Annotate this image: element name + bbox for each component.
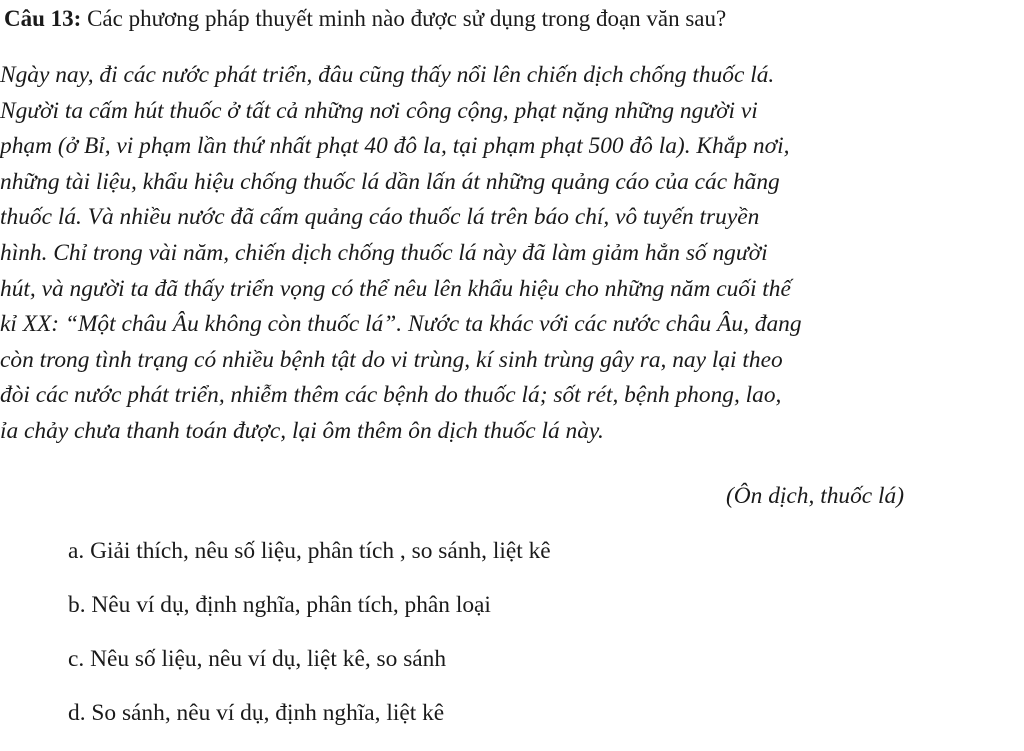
passage-line: hình. Chỉ trong vài năm, chiến dịch chống thuốc lá này đã làm giảm hẳn số người [0, 239, 768, 266]
passage-line: còn trong tình trạng có nhiều bệnh tật do vi trùng, kí sinh trùng gây ra, nay lại theo [0, 346, 783, 373]
passage-line: thuốc lá. Và nhiều nước đã cấm quảng cáo thuốc lá trên báo chí, vô tuyến truyền [0, 204, 760, 231]
passage-source: (Ôn dịch, thuốc lá) [726, 483, 904, 509]
option-a[interactable]: a. Giải thích, nêu số liệu, phân tích , so sánh, liệt kê [68, 538, 551, 564]
option-c[interactable]: c. Nêu số liệu, nêu ví dụ, liệt kê, so sánh [68, 646, 447, 672]
passage-line: kỉ XX: “Một châu Âu không còn thuốc lá”. Nước ta khác với các nước châu Âu, đang [0, 311, 802, 338]
passage-line: Ngày nay, đi các nước phát triển, đâu cũng thấy nổi lên chiến dịch chống thuốc lá. [0, 62, 775, 88]
passage [0, 58, 1024, 450]
passage-line: đòi các nước phát triển, nhiễm thêm các bệnh do thuốc lá; sốt rét, bệnh phong, lao, [0, 382, 782, 409]
question-number: Câu 13: [4, 6, 82, 31]
answer-options [68, 535, 551, 751]
passage-line: ỉa chảy chưa thanh toán được, lại ôm thêm ôn dịch thuốc lá này. [0, 417, 604, 444]
question-text: Các phương pháp thuyết minh nào được sử dụng trong đoạn văn sau? [81, 6, 727, 31]
question-heading [4, 4, 1014, 34]
option-b[interactable]: b. Nêu ví dụ, định nghĩa, phân tích, phân loại [68, 592, 491, 618]
option-d[interactable]: d. So sánh, nêu ví dụ, định nghĩa, liệt kê [68, 700, 445, 726]
passage-line: hút, và người ta đã thấy triển vọng có thể nêu lên khẩu hiệu cho những năm cuối thế [0, 275, 791, 302]
passage-line: những tài liệu, khẩu hiệu chống thuốc lá dần lấn át những quảng cáo của các hãng [0, 168, 780, 195]
passage-line: Người ta cấm hút thuốc ở tất cả những nơi công cộng, phạt nặng những người vi [0, 97, 758, 124]
passage-line: phạm (ở Bỉ, vi phạm lần thứ nhất phạt 40 đô la, tại phạm phạt 500 đô la). Khắp nơi, [0, 133, 790, 160]
